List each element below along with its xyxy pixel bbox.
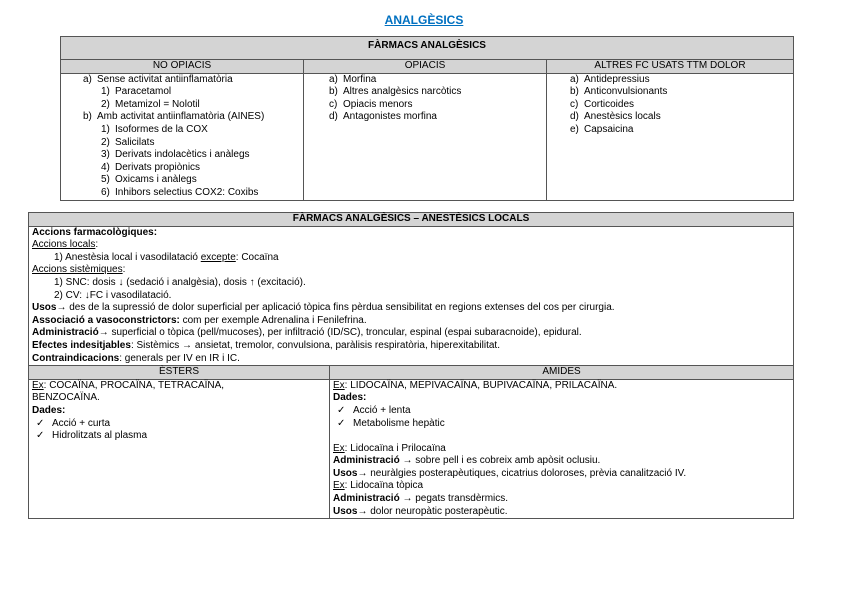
accions-locals-line: Accions locals: [32,239,99,251]
no-opiacis-item-text: Oxicams i anàlegs [115,174,197,186]
no-opiacis-item-marker: 4) [101,161,110,173]
amides-usos-text: → neuràlgies posterapèutiques, cicatrius doloroses, prèvia canalització IV. [357,467,687,479]
analgesics-table-header: FÀRMACS ANALGÈSICS [61,37,794,60]
no-opiacis-item-marker: 6) [101,186,110,198]
accions-sistem-1: 1) SNC: dosis ↓ (sedació i analgèsia), dosis ↑ (excitació). [54,276,306,288]
col-header-esters: ÈSTERS [29,366,330,380]
opiacis-item-marker: a) [329,73,338,85]
amides-item-text: Metabolisme hepàtic [353,417,445,429]
opiacis-item-marker: d) [329,111,338,123]
no-opiacis-item-text: Metamizol = Nolotil [115,98,200,110]
amides-item-text: Acció + lenta [353,404,411,416]
amides-ex2-label: Ex [333,442,345,454]
no-opiacis-item [61,74,300,87]
esters-item [32,430,326,443]
accions-locals-label: Accions locals [32,239,96,251]
contra-text: : generals per IV en IR i IC. [119,352,240,364]
opiacis-item-text: Morfina [343,73,377,85]
no-opiacis-item [61,86,300,99]
no-opiacis-item-marker: 2) [101,98,110,110]
amides-usos2-text: → dolor neuropàtic posterapèutic. [357,505,508,517]
col-header-opiacis: OPIACIS [304,60,547,74]
opiacis-item-text: Altres analgèsics narcòtics [343,86,462,98]
no-opiacis-item [61,137,300,150]
altres-item-marker: d) [570,111,579,123]
locals-item-text: 1) Anestèsia local i vasodilatació [54,251,201,263]
page-title: ANALGÈSICS [384,13,464,27]
usos-text: des de la supressió de dolor superficial per aplicació tòpica fins pèrdua sensibilitat en regions extenses del cos per cirurgia. [66,302,615,314]
opiacis-item-marker: b) [329,86,338,98]
no-opiacis-item-text: Sense activitat antiinflamatòria [97,73,233,85]
locals-item-excepte: excepte [200,251,236,263]
altres-item [550,111,790,124]
opiacis-item [307,74,543,87]
no-opiacis-item-marker: b) [83,111,92,123]
opiacis-item [307,111,543,124]
altres-item [550,74,790,87]
altres-item-text: Corticoides [584,98,635,110]
amides-item [333,405,790,418]
no-opiacis-item-marker: 3) [101,149,110,161]
amides-admin-text: → sobre pell i es cobreix amb apòsit oclusiu. [399,455,601,467]
amides-ex3-label: Ex [333,480,345,492]
usos-line [32,302,790,315]
opiacis-item-text: Antagonistes morfina [343,111,437,123]
amides-usos2-label: Usos [333,505,358,517]
amides-cell [330,379,794,519]
amides-admin2-label: Administració [333,493,400,505]
altres-item [550,124,790,137]
accions-cell [29,226,794,366]
no-opiacis-item-text: Derivats propiònics [115,161,201,173]
altres-item-marker: c) [570,98,579,110]
efectes-text: : Sistèmics → ansietat, tremolor, convulsiona, paràlisis respiratòria, hiperexitabilitat. [130,339,500,351]
altres-item-text: Capsaicina [584,123,634,135]
no-opiacis-item-text: Isoformes de la COX [115,123,208,135]
analgesics-table [60,36,794,201]
no-opiacis-item-marker: 2) [101,136,110,148]
no-opiacis-cell [61,73,304,200]
no-opiacis-item-text: Inhibors selectius COX2: Coxibs [115,186,259,198]
esters-cell [29,379,330,519]
altres-item [550,86,790,99]
no-opiacis-item [61,149,300,162]
amides-spacer [333,430,790,443]
assoc-text: com per exemple Adrenalina i Fenilefrina. [179,314,367,326]
altres-item [550,99,790,112]
opiacis-cell [304,73,547,200]
amides-usos-label: Usos [333,467,358,479]
esters-item-text: Acció + curta [52,417,111,429]
no-opiacis-item [61,162,300,175]
no-opiacis-item [61,174,300,187]
altres-item-text: Antidepressius [584,73,650,85]
no-opiacis-item [61,187,300,200]
usos-label: Usos→ [32,302,67,314]
assoc-label: Associació a vasoconstrictors: [32,314,180,326]
col-header-no-opiacis: NO OPIACIS [61,60,304,74]
check-icon: ✓ [36,417,45,429]
amides-admin-line [333,455,790,468]
esters-item [32,418,326,431]
amides-item [333,418,790,431]
accions-sistem-label: Accions sistèmiques [32,264,123,276]
locals-item-cocaina: : Cocaïna [235,251,279,263]
esters-ex-line-2: BENZOCAÏNA. [32,392,100,404]
esters-dades-line: Dades: [32,404,66,416]
altres-item-text: Anticonvulsionants [584,86,668,98]
anestesics-table [28,212,794,519]
no-opiacis-item [61,111,300,124]
altres-cell [547,73,794,200]
no-opiacis-item [61,124,300,137]
contra-label: Contraindicacions [32,352,120,364]
accions-sistem-2: 2) CV: ↓FC i vasodilatació. [54,289,172,301]
no-opiacis-item-text: Amb activitat antiinflamatòria (AINES) [97,111,265,123]
col-header-altres: ALTRES FC USATS TTM DOLOR [547,60,794,74]
accions-title: Accions farmacològiques: [32,226,158,238]
esters-item-text: Hidrolitzats al plasma [52,430,148,442]
amides-ex-text: : LIDOCAÏNA, MEPIVACAÏNA, BUPIVACAÏNA, PRILACAÏNA. [344,379,618,391]
amides-admin-label: Administració [333,455,400,467]
amides-ex3-text: : Lidocaïna tòpica [344,480,424,492]
check-icon: ✓ [36,430,45,442]
amides-ex2-text: : Lidocaïna i Prilocaïna [344,442,446,454]
amides-dades-label: Dades [333,392,364,404]
altres-item-text: Anestèsics locals [584,111,661,123]
assoc-line [32,315,790,328]
no-opiacis-item-marker: a) [83,73,92,85]
col-header-amides: AMIDES [330,366,794,380]
amides-admin2-text: → pegats transdèrmics. [399,493,509,505]
amides-usos2-line [333,506,790,519]
no-opiacis-item-marker: 1) [101,123,110,135]
no-opiacis-item-text: Paracetamol [115,86,172,98]
opiacis-item [307,86,543,99]
esters-ex-text: : COCAÏNA, PROCAÏNA, TETRACAÏNA, [43,379,225,391]
accions-locals-item [32,252,790,265]
amides-ex3-line [333,480,790,493]
no-opiacis-item-text: Derivats indolacètics i anàlegs [115,149,250,161]
no-opiacis-item-text: Salicilats [115,136,155,148]
amides-ex-label: Ex [333,379,345,391]
check-icon: ✓ [337,404,346,416]
no-opiacis-item [61,99,300,112]
no-opiacis-item-marker: 1) [101,86,110,98]
opiacis-item-marker: c) [329,98,338,110]
efectes-line [32,340,790,353]
check-icon: ✓ [337,417,346,429]
opiacis-item-text: Opiacis menors [343,98,413,110]
efectes-label: Efectes indesitjables [32,339,131,351]
esters-ex-label: Ex [32,379,44,391]
amides-ex-line [333,380,790,393]
amides-ex2-line [333,443,790,456]
accions-sistem-line: Accions sistèmiques: [32,264,126,276]
esters-ex-line [32,380,326,393]
altres-item-marker: a) [570,73,579,85]
no-opiacis-item-marker: 5) [101,174,110,186]
admin-text: → superficial o tòpica (pell/mucoses), per infiltració (ID/SC), troncular, espinal (espai subaracnoide), epidural. [98,327,582,339]
amides-usos-line [333,468,790,481]
opiacis-item [307,99,543,112]
esters-dades-label: Dades [32,404,63,416]
admin-label: Administració [32,327,99,339]
amides-dades-line: Dades: [333,392,367,404]
amides-admin2-line [333,493,790,506]
altres-item-marker: e) [570,123,579,135]
admin-line [32,327,790,340]
contra-line [32,353,790,366]
altres-item-marker: b) [570,86,579,98]
anestesics-table-header: FÀRMACS ANALGÈSICS – ANESTÈSICS LOCALS [29,213,794,227]
